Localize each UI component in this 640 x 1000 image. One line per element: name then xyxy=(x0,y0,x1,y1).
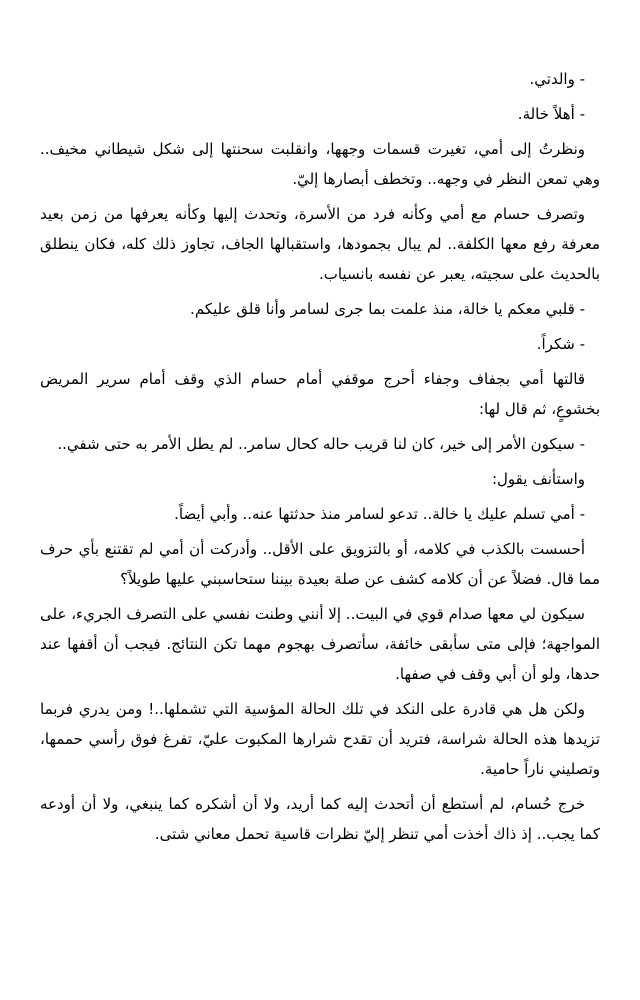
body-paragraph: وتصرف حسام مع أمي وكأنه فرد من الأسرة، وتحدث إليها وكأنه يعرفها من زمن بعيد معرفة رفع معها الكلفة.. لم يبال بجمودها، واستقبالها الجاف، تجاوز ذلك كله، فكان ينطلق بالحديث على سجيته، يعبر عن نفسه بانسياب. xyxy=(40,205,600,283)
body-paragraph: سيكون لي معها صدام قوي في البيت.. إلا أنني وطنت نفسي على التصرف الجريء، على المواجهة؛ فإلى متى سأبقى خائفة، سأتصرف بهجوم مهما تكن النتائج. فيجب أن أقفها عند حدها، ولو أن أبي وقف في صفها. xyxy=(40,605,600,683)
body-paragraph: ولكن هل هي قادرة على النكد في تلك الحالة المؤسية التي تشملها..! ومن يدري فربما تزيدها هذه الحالة شراسة، فتريد أن تقدح شرارها المكبوت عليّ، تفرغ فوق رأسي حممها، وتصليني ناراً حامية. xyxy=(40,700,600,778)
body-paragraph: خرج حُسام، لم أستطع أن أتحدث إليه كما أريد، ولا أن أشكره كما ينبغي، ولا أن أودعه كما يجب.. إذ ذاك أخذت أمي تنظر إليّ نظرات قاسية تحمل معاني شتى. xyxy=(40,795,600,843)
book-page xyxy=(40,64,600,854)
dialogue-line: - سيكون الأمر إلى خير، كان لنا قريب حاله كحال سامر.. لم يطل الأمر به حتى شفي.. xyxy=(57,435,585,453)
body-paragraph: ونظرتُ إلى أمي، تغيرت قسمات وجهها، وانقلبت سحنتها إلى شكل شيطاني مخيف.. وهي تمعن النظر في وجهه.. وتخطف أبصارها إليّ. xyxy=(40,140,600,188)
dialogue-line: - أهلاً خالة. xyxy=(517,105,585,123)
dialogue-line: - قلبي معكم يا خالة، منذ علمت بما جرى لسامر وأنا قلق عليكم. xyxy=(190,300,585,318)
dialogue-line: - أمي تسلم عليك يا خالة.. تدعو لسامر منذ حدثتها عنه.. وأبي أيضاً. xyxy=(174,505,585,523)
dialogue-line: - شكراً. xyxy=(536,335,585,353)
dialogue-line: - والدتي. xyxy=(529,70,585,88)
body-paragraph: أحسست بالكذب في كلامه، أو بالتزويق على الأقل.. وأدركت أن أمي لم تقتنع بأي حرف مما قال. فضلاً عن أن كلامه كشف عن صلة بعيدة بيننا ستحاسبني عليها طويلاً؟ xyxy=(40,540,600,588)
body-paragraph: واستأنف يقول: xyxy=(491,470,585,488)
body-paragraph: قالتها أمي بجفاف وجفاء أحرج موقفي أمام حسام الذي وقف أمام سرير المريض بخشوعٍ، ثم قال لها: xyxy=(40,370,600,418)
